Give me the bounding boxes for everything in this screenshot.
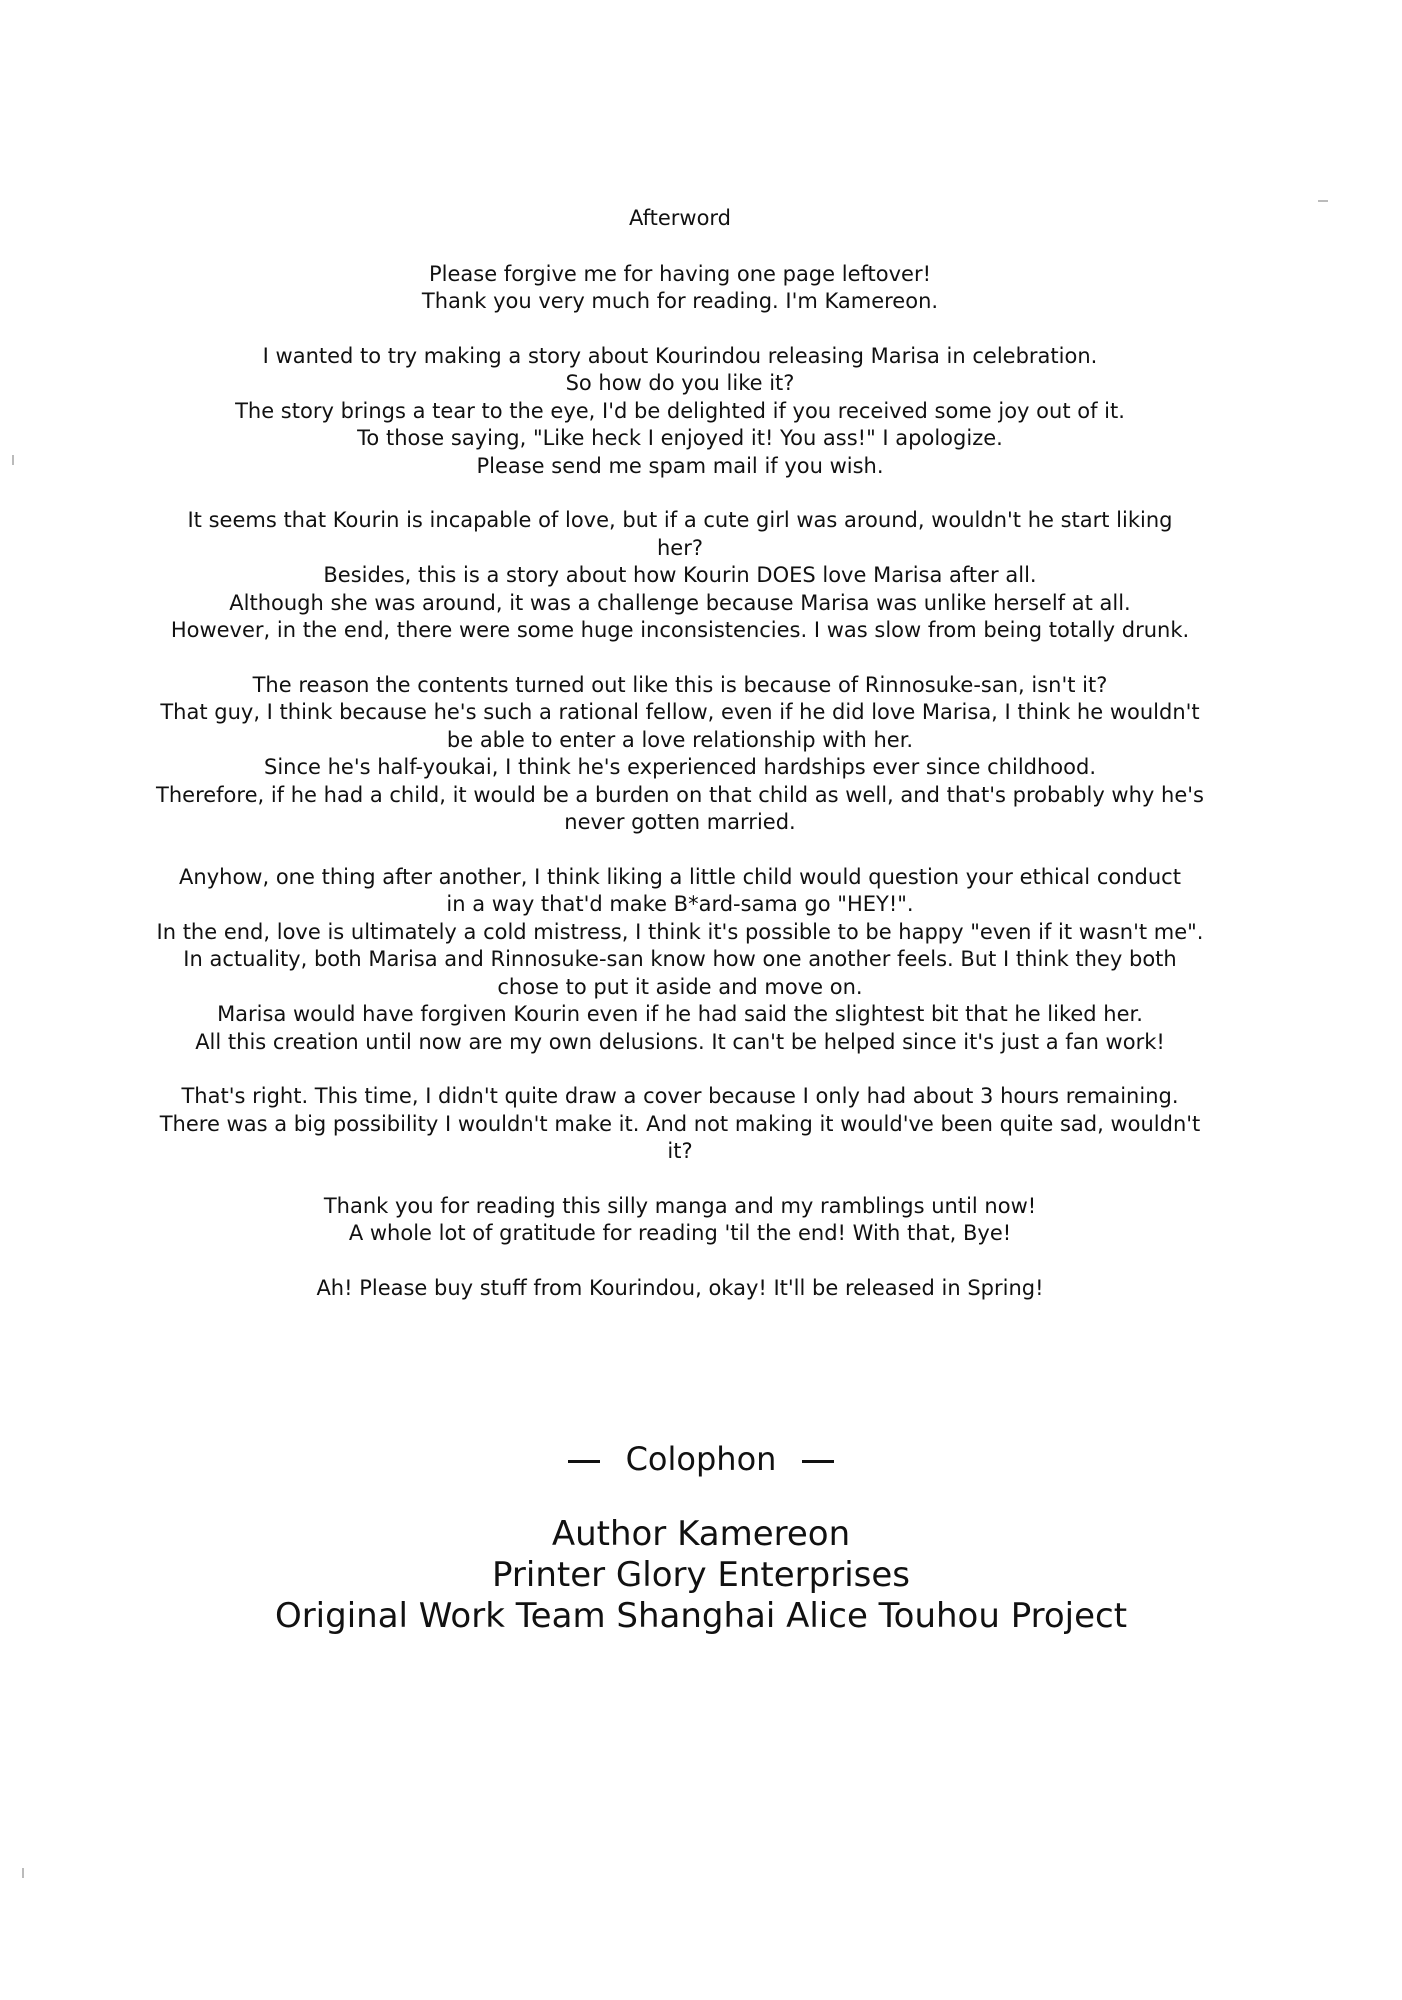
afterword-line: chose to put it aside and move on. xyxy=(497,974,863,999)
paper-speck xyxy=(12,455,14,465)
afterword-line: Since he's half-youkai, I think he's experienced hardships ever since childhood. xyxy=(263,755,1096,779)
afterword-line: That's right. This time, I didn't quite draw a cover because I only had about 3 hours remaining. xyxy=(181,1084,1179,1108)
afterword-body xyxy=(70,261,1290,1303)
afterword-line: Ah! Please buy stuff from Kourindou, okay! It'll be released in Spring! xyxy=(316,1275,1044,1300)
afterword-paragraph xyxy=(70,1193,1290,1248)
afterword-line: Although she was around, it was a challenge because Marisa was unlike herself at all. xyxy=(229,590,1131,615)
afterword-line: Thank you very much for reading. I'm Kamereon. xyxy=(421,289,939,313)
dash-left xyxy=(568,1460,600,1463)
colophon-heading xyxy=(0,1440,1402,1478)
paper-speck xyxy=(22,1868,24,1878)
afterword-line: It seems that Kourin is incapable of love, but if a cute girl was around, wouldn't he start liking xyxy=(187,508,1173,532)
afterword-line: There was a big possibility I wouldn't make it. And not making it would've been quite sad, wouldn't xyxy=(159,1111,1201,1136)
afterword-paragraph xyxy=(70,507,1290,645)
afterword-line: However, in the end, there were some huge inconsistencies. I was slow from being totally drunk. xyxy=(170,618,1190,642)
afterword-line: Anyhow, one thing after another, I think liking a little child would question your ethical conduct xyxy=(179,864,1181,889)
afterword-line: it? xyxy=(667,1139,693,1163)
afterword-line: So how do you like it? xyxy=(565,371,795,395)
afterword-paragraph xyxy=(70,672,1290,837)
afterword-line: All this creation until now are my own delusions. It can't be helped since it's just a fan work! xyxy=(195,1029,1165,1054)
paper-speck xyxy=(1318,200,1328,202)
credit-printer: Printer Glory Enterprises xyxy=(491,1555,911,1595)
afterword-line: A whole lot of gratitude for reading 'til the end! With that, Bye! xyxy=(348,1221,1012,1245)
credit-original-work: Original Work Team Shanghai Alice Touhou Project xyxy=(274,1596,1128,1636)
afterword-line: Marisa would have forgiven Kourin even if he had said the slightest bit that he liked her. xyxy=(217,1002,1143,1026)
afterword-line: That guy, I think because he's such a rational fellow, even if he did love Marisa, I think he wouldn't xyxy=(160,700,1200,724)
afterword-paragraph xyxy=(70,1083,1290,1166)
afterword-title: Afterword xyxy=(628,206,732,230)
dash-right xyxy=(802,1460,834,1463)
afterword-line: Thank you for reading this silly manga and my ramblings until now! xyxy=(323,1193,1037,1218)
afterword-paragraph xyxy=(70,1275,1290,1303)
colophon-title: Colophon xyxy=(625,1440,777,1478)
afterword-line: Therefore, if he had a child, it would be a burden on that child as well, and that's probably why he's xyxy=(156,782,1204,807)
afterword-line: In the end, love is ultimately a cold mistress, I think it's possible to be happy "even if it wasn't me". xyxy=(156,919,1204,944)
afterword-line: Please send me spam mail if you wish. xyxy=(476,453,884,478)
afterword-line: never gotten married. xyxy=(564,810,796,834)
credit-author: Author Kamereon xyxy=(551,1514,851,1554)
afterword-line: I wanted to try making a story about Kourindou releasing Marisa in celebration. xyxy=(262,343,1098,368)
afterword-line: Besides, this is a story about how Kourin DOES love Marisa after all. xyxy=(323,563,1037,587)
afterword-line: To those saying, "Like heck I enjoyed it! You ass!" I apologize. xyxy=(357,426,1003,450)
afterword-line: Please forgive me for having one page leftover! xyxy=(428,261,931,286)
afterword-line: The reason the contents turned out like this is because of Rinnosuke-san, isn't it? xyxy=(252,672,1108,697)
afterword-paragraph xyxy=(70,261,1290,316)
afterword-line: be able to enter a love relationship with her. xyxy=(446,727,914,752)
colophon-section xyxy=(0,1440,1402,1637)
afterword-line: The story brings a tear to the eye, I'd be delighted if you received some joy out of it. xyxy=(235,398,1125,423)
afterword-paragraph xyxy=(70,864,1290,1057)
afterword-section xyxy=(70,205,1290,1329)
afterword-line: her? xyxy=(656,535,703,560)
afterword-paragraph xyxy=(70,343,1290,481)
afterword-line: in a way that'd make B*ard-sama go "HEY!". xyxy=(446,892,914,916)
afterword-line: In actuality, both Marisa and Rinnosuke-san know how one another feels. But I think they both xyxy=(183,947,1177,971)
